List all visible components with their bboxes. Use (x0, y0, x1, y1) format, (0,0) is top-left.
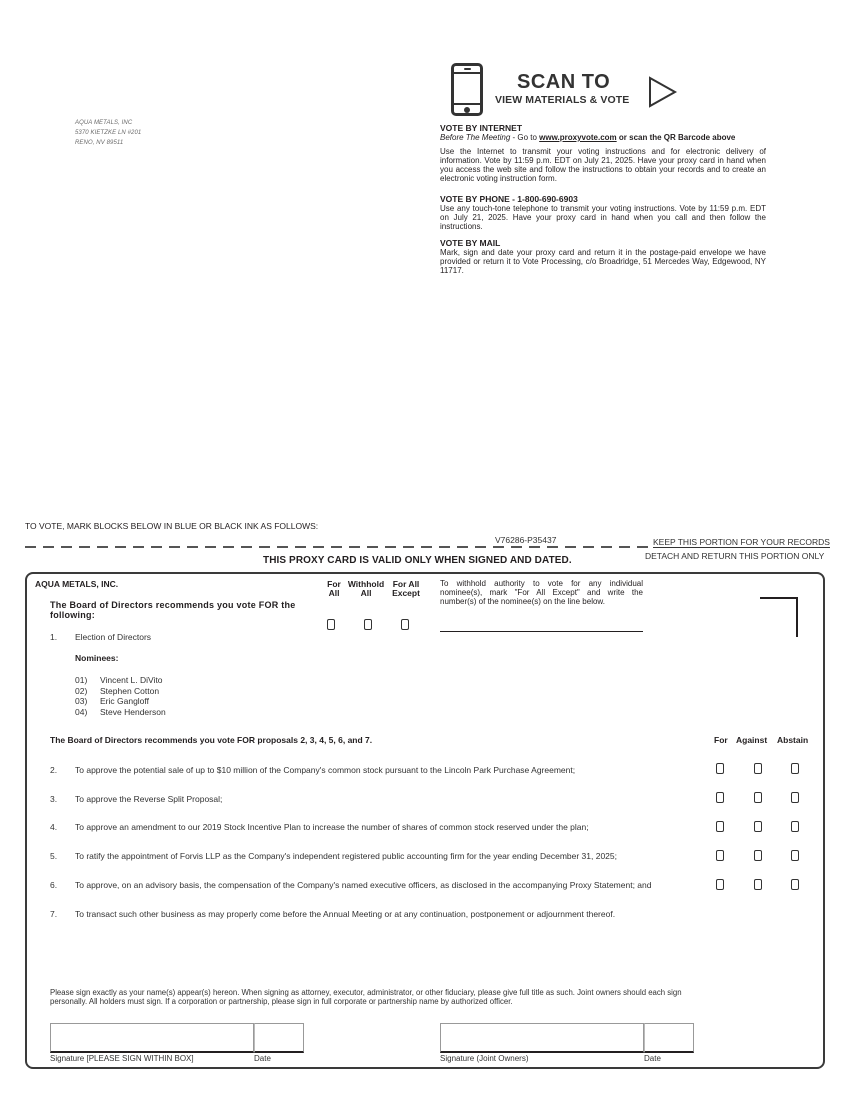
nominee-list (75, 675, 166, 717)
proposal-3-for-checkbox[interactable] (716, 792, 724, 803)
detach-portion-text: DETACH AND RETURN THIS PORTION ONLY (645, 551, 825, 561)
column-withhold-all (345, 580, 387, 598)
nominee-item (75, 675, 166, 686)
proposal-text: To approve the Reverse Split Proposal; (75, 794, 223, 804)
play-triangle-icon (648, 76, 678, 108)
column-label: For All (392, 579, 420, 589)
goto-text: - Go to (510, 133, 540, 142)
vote-internet-body: Use the Internet to transmit your voting instructions and for electronic delivery of information. Vote by 11:59 p.m. EDT on July 21, 2025. Have your proxy card in hand when you access the web site and follow the instructions to obtain your records and to create an electronic voting instruction form. (440, 147, 766, 183)
vote-mail-body: Mark, sign and date your proxy card and return it in the postage-paid envelope we have provided or return it to Vote Processing, c/o Broadridge, 51 Mercedes Way, Edgewood, NY 11717. (440, 248, 766, 275)
nominee-item (75, 686, 166, 697)
proposal-3-abstain-checkbox[interactable] (791, 792, 799, 803)
nominees-heading: Nominees: (75, 653, 119, 663)
checkbox-withhold-all[interactable] (364, 619, 372, 630)
return-address-line: AQUA METALS, INC (75, 120, 133, 126)
vote-internet-goto (440, 133, 766, 142)
proposal-2-abstain-checkbox[interactable] (791, 763, 799, 774)
vote-by-internet-section (440, 124, 766, 183)
before-meeting-label: Before The Meeting (440, 133, 511, 142)
signature-field[interactable] (50, 1023, 254, 1053)
vote-by-phone-section (440, 195, 766, 231)
nominee-name: Steve Henderson (100, 706, 166, 717)
nominee-item (75, 707, 166, 718)
proposal-4-against-checkbox[interactable] (754, 821, 762, 832)
proposal-number: 7. (50, 909, 58, 919)
return-address-line: 5370 KIETZKE LN #201 (75, 130, 142, 136)
nominee-name: Eric Gangloff (100, 696, 149, 706)
detach-dashed-line (25, 546, 650, 548)
proposal-text: To approve the potential sale of up to $10 million of the Company's common stock pursuant to the Lincoln Park Purchase Agreement; (75, 765, 576, 775)
proposal-5-abstain-checkbox[interactable] (791, 850, 799, 861)
proposal-number: 4. (50, 822, 58, 832)
joint-signature-field[interactable] (440, 1023, 644, 1053)
scan-title: SCAN TO (517, 71, 611, 93)
nominee-exception-line[interactable] (440, 631, 643, 632)
proposal-1-number: 1. (50, 632, 58, 642)
signature-label: Signature [PLEASE SIGN WITHIN BOX] (50, 1054, 194, 1063)
control-number: V76286-P35437 (495, 535, 557, 545)
vote-mail-heading: VOTE BY MAIL (440, 238, 501, 248)
proposal-number: 3. (50, 794, 58, 804)
proposal-6-abstain-checkbox[interactable] (791, 879, 799, 890)
checkbox-for-all-except[interactable] (401, 619, 409, 630)
board-recommendation-2: The Board of Directors recommends you vote FOR proposals 2, 3, 4, 5, 6, and 7. (50, 735, 373, 745)
signature-date-field[interactable] (254, 1023, 304, 1053)
smartphone-icon (451, 63, 483, 116)
proposal-1-text: Election of Directors (75, 632, 152, 642)
keep-portion-text: KEEP THIS PORTION FOR YOUR RECORDS (653, 537, 830, 547)
qr-text: or scan the QR Barcode above (616, 133, 736, 142)
company-name: AQUA METALS, INC. (35, 579, 119, 589)
column-for-all (322, 580, 346, 598)
proposal-4-abstain-checkbox[interactable] (791, 821, 799, 832)
valid-notice: THIS PROXY CARD IS VALID ONLY WHEN SIGNED AND DATED. (263, 555, 572, 566)
nominee-name: Vincent L. DiVito (100, 675, 163, 685)
return-address-line: RENO, NV 89511 (75, 140, 124, 146)
proposal-5-for-checkbox[interactable] (716, 850, 724, 861)
joint-date-field[interactable] (644, 1023, 694, 1053)
proposal-3-against-checkbox[interactable] (754, 792, 762, 803)
nominee-item (75, 696, 166, 707)
nominee-number: 01) (75, 675, 88, 685)
column-label: Except (392, 588, 420, 598)
column-label: All (328, 588, 340, 598)
ink-instruction: TO VOTE, MARK BLOCKS BELOW IN BLUE OR BLACK INK AS FOLLOWS: (25, 521, 319, 531)
nominee-name: Stephen Cotton (100, 685, 160, 696)
proposal-2-for-checkbox[interactable] (716, 763, 724, 774)
column-against: Against (736, 735, 768, 745)
proposal-number: 5. (50, 851, 58, 861)
proxyvote-link[interactable]: www.proxyvote.com (539, 133, 617, 142)
vote-phone-heading: VOTE BY PHONE - 1-800-690-6903 (440, 194, 578, 204)
registration-corner-mark (760, 597, 798, 637)
signature-date-label: Date (254, 1054, 271, 1063)
column-for: For (714, 735, 728, 745)
joint-signature-label: Signature (Joint Owners) (440, 1054, 529, 1063)
proposal-6-for-checkbox[interactable] (716, 879, 724, 890)
column-label: For (327, 579, 341, 589)
proposal-text: To approve, on an advisory basis, the compensation of the Company's named executive officers, as disclosed in the accompanying Proxy Statement; and (75, 880, 652, 890)
proposal-5-against-checkbox[interactable] (754, 850, 762, 861)
proposal-text: To transact such other business as may properly come before the Annual Meeting or at any continuation, postponement or adjournment thereof. (75, 909, 616, 919)
column-label: Withhold (347, 579, 385, 589)
scan-subtitle: VIEW MATERIALS & VOTE (495, 94, 630, 106)
proposal-number: 2. (50, 765, 58, 775)
column-for-all-except (388, 580, 424, 598)
proposal-2-against-checkbox[interactable] (754, 763, 762, 774)
proposal-number: 6. (50, 880, 58, 890)
column-label: All (360, 588, 372, 598)
proposal-6-against-checkbox[interactable] (754, 879, 762, 890)
nominee-number: 03) (75, 696, 88, 706)
vote-by-mail-section (440, 239, 766, 275)
vote-internet-heading: VOTE BY INTERNET (440, 123, 523, 133)
proposal-4-for-checkbox[interactable] (716, 821, 724, 832)
nominee-number: 02) (75, 685, 88, 696)
withhold-instruction: To withhold authority to vote for any individual nominee(s), mark "For All Except" and write the number(s) of the nominee(s) on the line below. (440, 579, 643, 606)
board-recommendation-1: The Board of Directors recommends you vote FOR the following: (50, 600, 296, 620)
joint-date-label: Date (644, 1054, 661, 1063)
checkbox-for-all[interactable] (327, 619, 335, 630)
nominee-number: 04) (75, 706, 88, 717)
vote-phone-body: Use any touch-tone telephone to transmit your voting instructions. Vote by 11:59 p.m. EDT on July 21, 2025. Have your proxy card in hand when you call and then follow the instructions. (440, 204, 766, 231)
column-abstain: Abstain (777, 735, 809, 745)
proposal-text: To approve an amendment to our 2019 Stock Incentive Plan to increase the number of shares of common stock reserved under the plan; (75, 822, 589, 832)
return-address (75, 118, 141, 148)
proposal-text: To ratify the appointment of Forvis LLP as the Company's independent registered public accounting firm for the year ending December 31, 2025; (75, 851, 617, 861)
sign-instruction: Please sign exactly as your name(s) appear(s) hereon. When signing as attorney, executor, administrator, or other fiduciary, please give full title as such. Joint owners should each sign personally. All holders must sign. If a corporation or partnership, please sign in full corporate or partnership name by authorized officer. (50, 988, 682, 1006)
